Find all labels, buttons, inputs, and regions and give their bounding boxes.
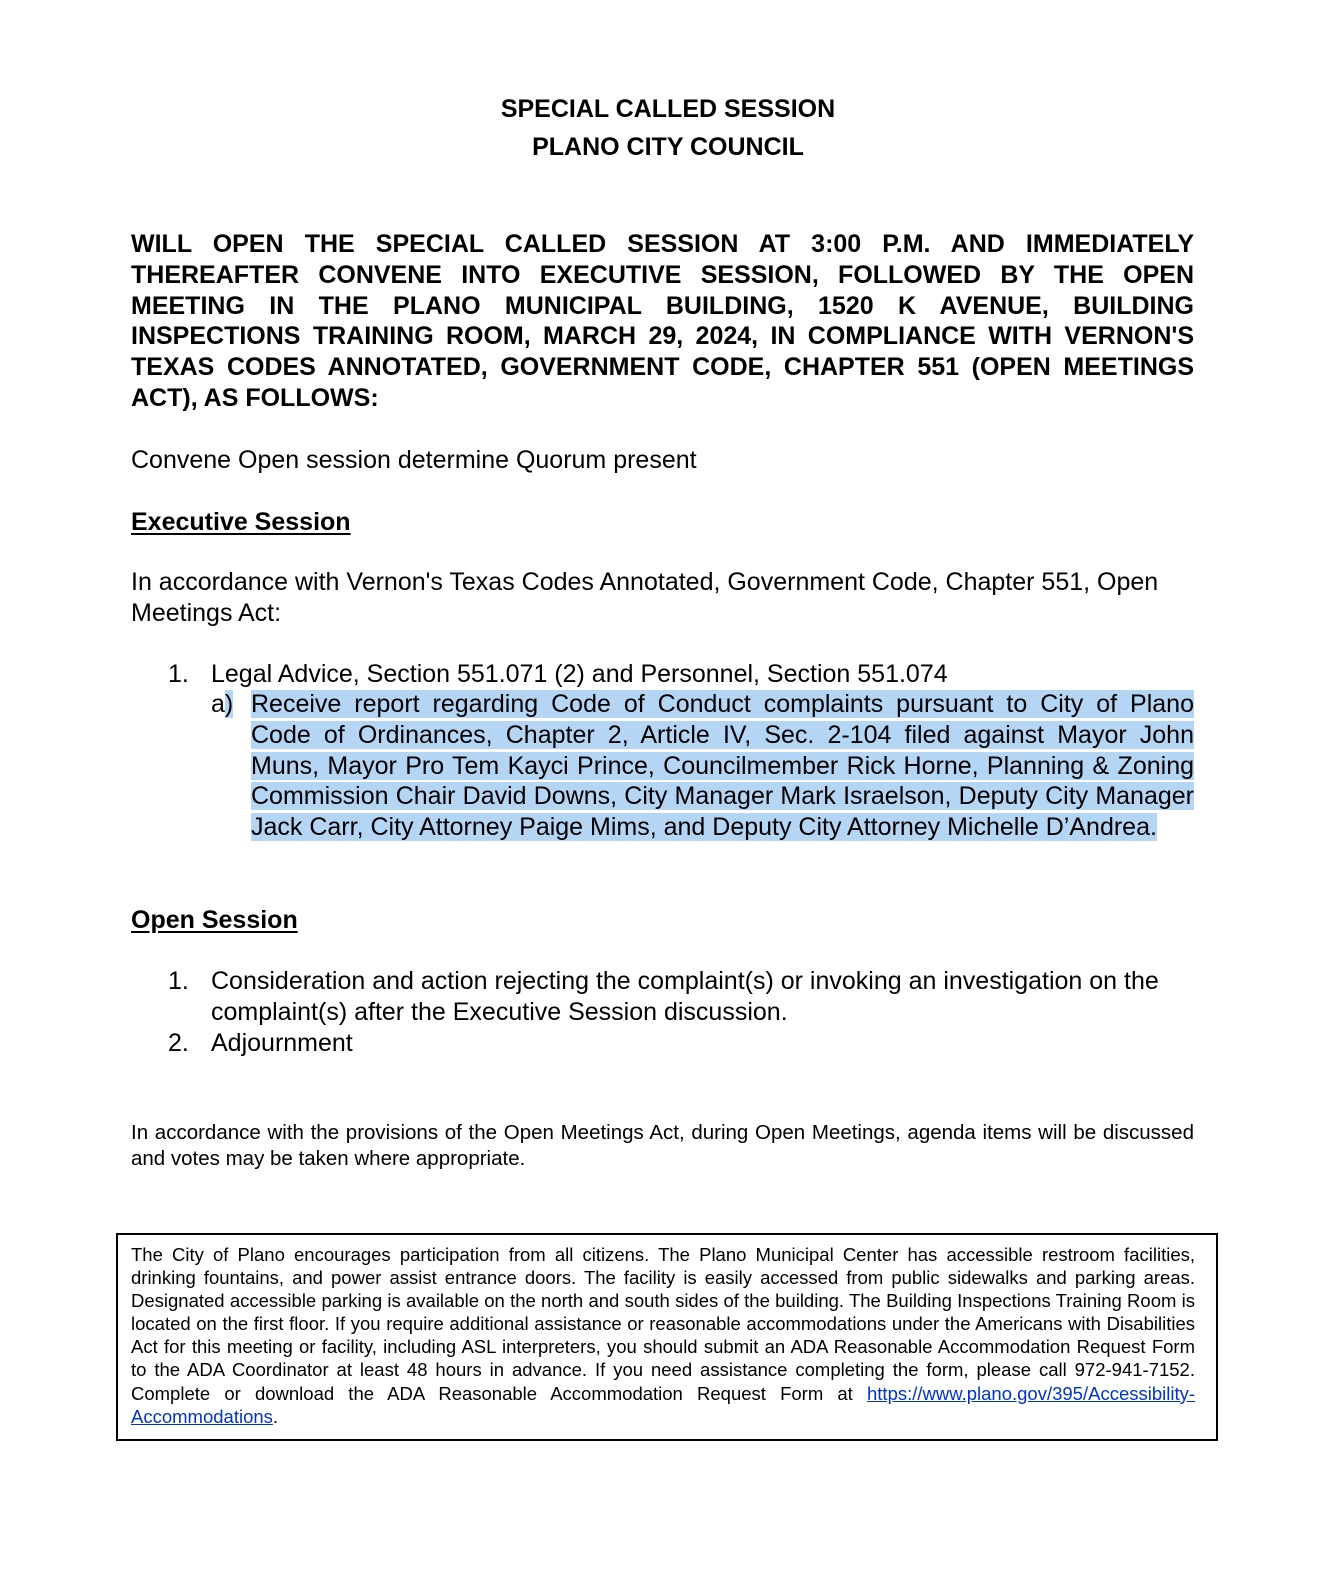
- accessibility-notice-text: The City of Plano encourages participation from all citizens. The Plano Municipal Center has accessible restroom facilities, drinking fountains, and power assist entrance doors. The facility is easily accessed from public sidewalks and parking areas. Designated accessible parking is available on the north and south sides of the building. The Building Inspections Training Room is located on the first floor. If you require additional assistance or reasonable accommodations under the Americans with Disabilities Act for this meeting or facility, including ASL interpreters, you should submit an ADA Reasonable Accommodation Request Form to the ADA Coordinator at least 48 hours in advance. If you need assistance completing the form, please call 972-941-7152. Complete or download the ADA Reasonable Accommodation Request Form at https://www.plano.gov/395/Accessibility-Accommodations.: [131, 1244, 1196, 1427]
- executive-item-1a-letter: a): [211, 690, 234, 718]
- executive-item-1-text: Legal Advice, Section 551.071 (2) and Personnel, Section 551.074: [211, 660, 948, 688]
- selected-text-highlight[interactable]: Receive report regarding Code of Conduct complaints pursuant to City of Plano Code of Ordinances, Chapter 2, Article IV, Sec. 2-104 filed against Mayor John Muns, Mayor Pro Tem Kayci Prince, Councilmember Rick Horne, Planning & Zoning Commission Chair David Downs, City Manager Mark Israelson, Deputy City Manager Jack Carr, City Attorney Paige Mims, and Deputy City Attorney Michelle D’Andrea.: [251, 690, 1194, 842]
- open-item-2-number: 2.: [168, 1029, 189, 1057]
- open-item-2-text: Adjournment: [211, 1029, 353, 1057]
- open-item-1-text: Consideration and action rejecting the complaint(s) or invoking an investigation on the complaint(s) after the Executive Session discussion.: [211, 967, 1159, 1026]
- convene-text: Convene Open session determine Quorum present: [131, 446, 697, 474]
- open-item-2: [168, 1028, 1194, 1059]
- document-title-line2: PLANO CITY COUNCIL: [532, 133, 804, 161]
- document-title-line1: SPECIAL CALLED SESSION: [500, 95, 836, 123]
- open-item-1-number: 1.: [168, 967, 189, 995]
- open-item-1: [168, 966, 1194, 1028]
- executive-session-heading: Executive Session: [131, 508, 351, 536]
- executive-item-1a-text[interactable]: [251, 689, 1194, 843]
- intro-paragraph: WILL OPEN THE SPECIAL CALLED SESSION AT 3:00 P.M. AND IMMEDIATELY THEREAFTER CONVENE INTO EXECUTIVE SESSION, FOLLOWED BY THE OPEN MEETING IN THE PLANO MUNICIPAL BUILDING, 1520 K AVENUE, BUILDING INSPECTIONS TRAINING ROOM, MARCH 29, 2024, IN COMPLIANCE WITH VERNON'S TEXAS CODES ANNOTATED, GOVERNMENT CODE, CHAPTER 551 (OPEN MEETINGS ACT), AS FOLLOWS:: [131, 230, 1194, 412]
- executive-item-1a: [211, 689, 1194, 843]
- executive-item-1: [168, 659, 1194, 690]
- accessibility-notice-box: [116, 1233, 1218, 1441]
- open-meetings-note: In accordance with the provisions of the Open Meetings Act, during Open Meetings, agenda items will be discussed and votes may be taken where appropriate.: [131, 1121, 1194, 1170]
- open-session-heading: Open Session: [131, 906, 298, 934]
- executive-item-1-number: 1.: [168, 660, 189, 688]
- executive-accordance-text: In accordance with Vernon's Texas Codes Annotated, Government Code, Chapter 551, Open Meetings Act:: [131, 568, 1159, 627]
- accessibility-link[interactable]: https://www.plano.gov/395/Accessibility-Accommodations: [131, 1382, 1196, 1427]
